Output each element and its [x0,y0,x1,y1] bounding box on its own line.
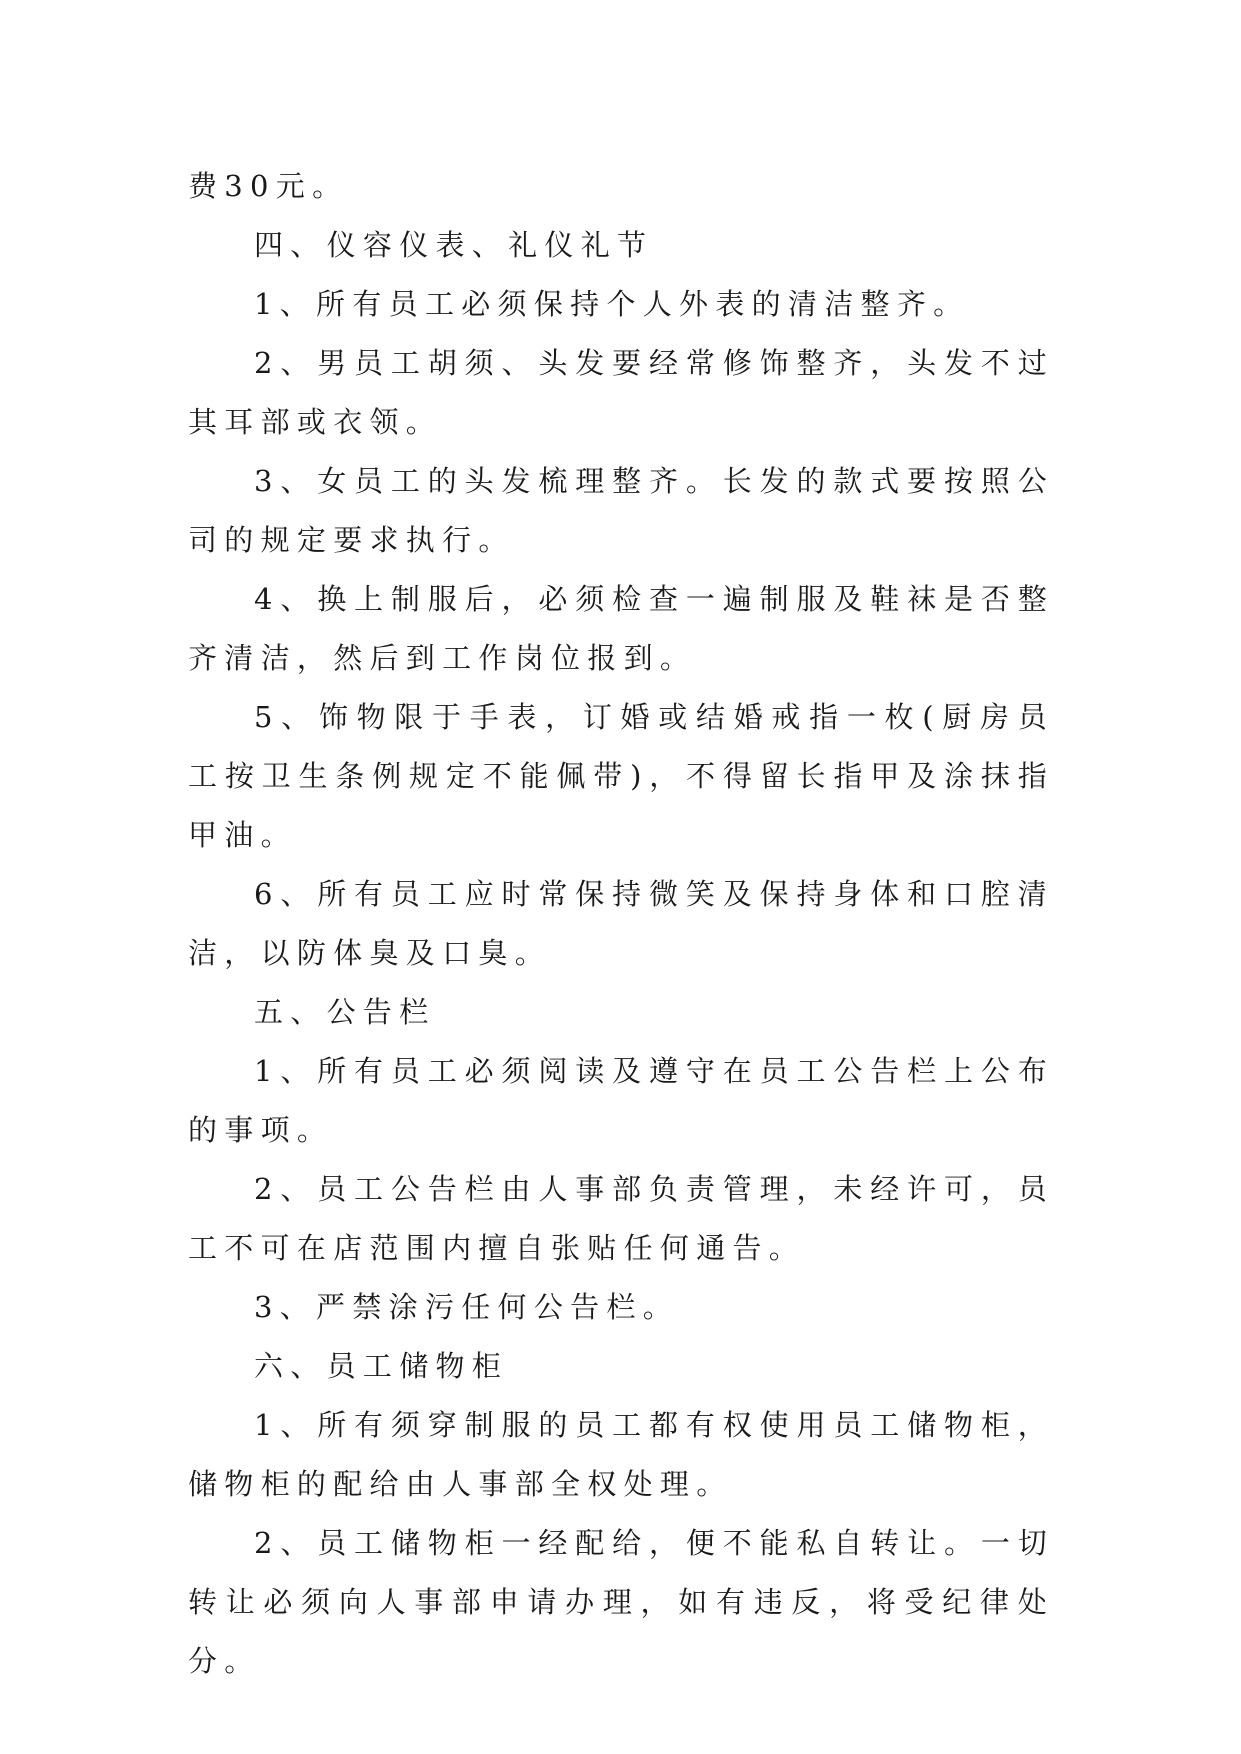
paragraph: 6、所有员工应时常保持微笑及保持身体和口腔清洁，以防体臭及口臭。 [188,877,1054,970]
section-heading-bulletin-board: 五、公告栏 [254,995,436,1029]
paragraph: 5、饰物限于手表，订婚或结婚戒指一枚(厨房员工按卫生条例规定不能佩带)，不得留长指甲及涂抹指甲油。 [188,700,1054,852]
paragraph: 1、所有员工必须保持个人外表的清洁整齐。 [254,287,970,321]
document-body [188,157,1054,1691]
section-heading-appearance-etiquette: 四、仪容仪表、礼仪礼节 [254,228,654,262]
section-heading-staff-lockers: 六、员工储物柜 [254,1349,509,1383]
paragraph: 2、男员工胡须、头发要经常修饰整齐，头发不过其耳部或衣领。 [188,346,1054,439]
paragraph: 2、员工公告栏由人事部负责管理，未经许可，员工不可在店范围内擅自张贴任何通告。 [188,1172,1054,1265]
paragraph: 3、严禁涂污任何公告栏。 [254,1290,680,1324]
paragraph: 4、换上制服后，必须检查一遍制服及鞋袜是否整齐清洁，然后到工作岗位报到。 [188,582,1054,675]
paragraph: 3、女员工的头发梳理整齐。长发的款式要按照公司的规定要求执行。 [188,464,1054,557]
continuation-text: 费30元。 [188,169,349,203]
paragraph: 1、所有员工必须阅读及遵守在员工公告栏上公布的事项。 [188,1054,1054,1147]
paragraph: 1、所有须穿制服的员工都有权使用员工储物柜，储物柜的配给由人事部全权处理。 [188,1408,1054,1501]
paragraph: 2、员工储物柜一经配给，便不能私自转让。一切转让必须向人事部申请办理，如有违反，将受纪律处分。 [188,1526,1054,1678]
